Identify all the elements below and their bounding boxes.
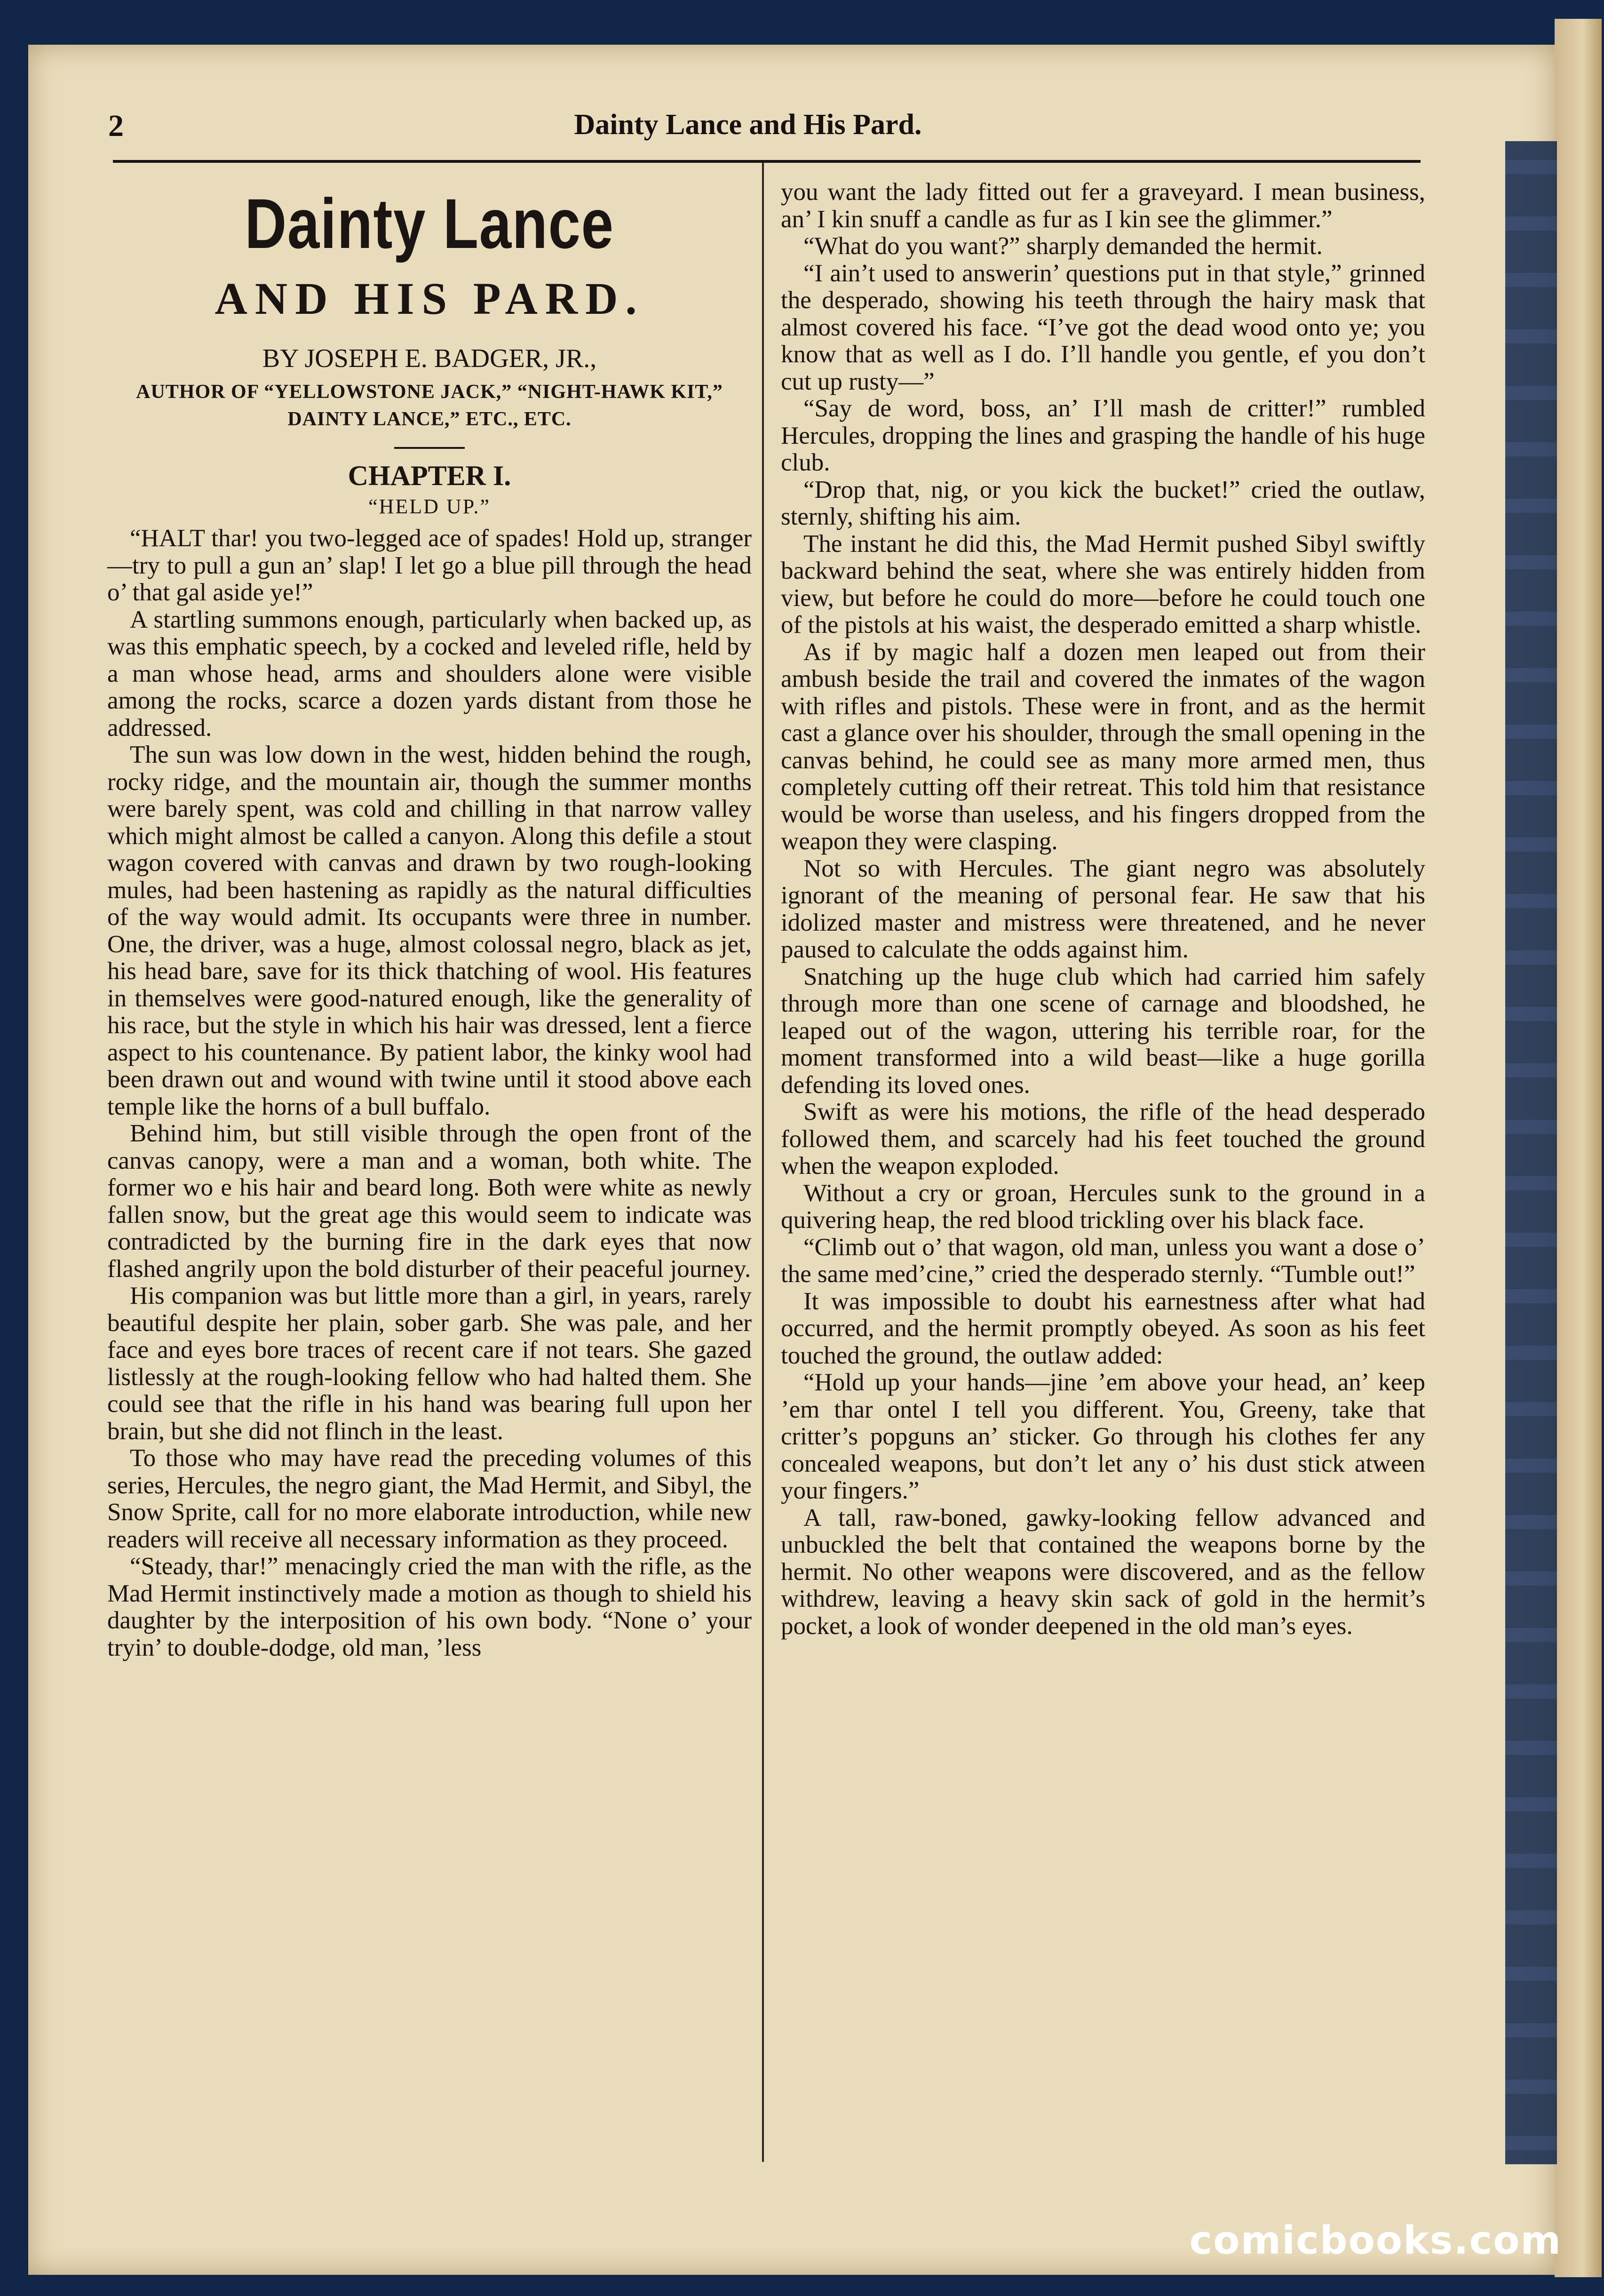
paragraph: “What do you want?” sharply demanded the hermit. [803,232,1323,260]
paragraph: “Hold up your hands—jine ’em above your head, an’ keep ’em thar ontel I tell you different. You, Greeny, take that critter’s popguns an’ sticker. Go through his clothes fer any concealed weapons, but don’t let any o’ his dust stick atween your fingers.” [781,1369,1425,1504]
paragraph: Without a cry or groan, Hercules sunk to the ground in a quivering heap, the red blood trickling over his black face. [781,1179,1425,1234]
paragraph: His companion was but little more than a girl, in years, rarely beautiful despite her plain, sober garb. She was pale, and her face and eyes bore traces of recent care if not tears. She gazed listlessly at the rough-looking fellow who had halted them. She could see that the rifle in his hand was bearing full upon her brain, but she did not flinch in the least. [107,1282,752,1445]
paragraph: The sun was low down in the west, hidden behind the rough, rocky ridge, and the mountain air, though the summer months were barely spent, was cold and chilling in that narrow valley which might almost be called a canyon. Along this defile a stout wagon covered with canvas and drawn by two rough-looking mules, had been hastening as rapidly as the natural difficulties of the way would admit. Its occupants were three in number. One, the driver, was a huge, almost colossal negro, black as jet, his head bare, save for its thick thatching of wool. His features in themselves were good-natured enough, like the generality of his race, but the style in which his hair was dressed, lent a fierce aspect to his countenance. By patient labor, the kinky wool had been drawn out and wound with twine until it stood above each temple like the horns of a bull buffalo. [107,741,752,1120]
paragraph: Not so with Hercules. The giant negro was absolutely ignorant of the meaning of personal fear. He saw that his idolized master and mistress were threatened, and he never paused to calculate the odds against him. [781,854,1425,963]
adjacent-page-edge [1555,19,1602,2277]
paragraph: Behind him, but still visible through the open front of the canvas canopy, were a man and a woman, both white. The former wo e his hair and beard long. Both were white as newly fallen snow, but the great age this would seem to indicate was contradicted by the burning fire in the dark eyes that now flashed angrily upon the bold disturber of their peaceful journey. [107,1120,752,1283]
paragraph: Swift as were his motions, the rifle of the head desperado followed them, and scarcely had his feet touched the ground when the weapon exploded. [781,1098,1425,1180]
paragraph: “Climb out o’ that wagon, old man, unless you want a dose o’ the same med’cine,” cried the desperado sternly. “Tumble out!” [781,1233,1425,1288]
paragraph: A startling summons enough, particularly when backed up, as was this emphatic speech, by a cocked and leveled rifle, held by a man whose head, arms and shoulders alone were visible among the rocks, scarce a dozen yards distant from those he addressed. [107,606,752,741]
chapter-rule [394,447,465,449]
running-title: Dainty Lance and His Pard. [574,109,922,141]
watermark: comicbooks.com [1189,2218,1562,2263]
right-column [781,179,1425,1640]
paragraph: It was impossible to doubt his earnestness after what had occurred, and the hermit promptly obeyed. As soon as his feet touched the ground, the outlaw added: [781,1287,1425,1369]
paragraph: The instant he did this, the Mad Hermit pushed Sibyl swiftly backward behind the seat, where she was entirely hidden from view, but before he could do more—before he could touch one of the pistols at his waist, the desperado emitted a sharp whistle. [781,530,1425,638]
paragraph: A tall, raw-boned, gawky-looking fellow advanced and unbuckled the belt that contained the weapons borne by the hermit. No other weapons were discovered, and as the fellow withdrew, leaving a heavy skin sack of gold in the hermit’s pocket, a look of wonder deepened in the old man’s eyes. [781,1504,1425,1640]
page-number: 2 [108,109,124,143]
chapter-title: “HELD UP.” [368,495,491,518]
paragraph: “I ain’t used to answerin’ questions put in that style,” grinned the desperado, showing his teeth through the hairy mask that almost covered his face. “I’ve got the dead wood onto ye; you know that as well as I do. I’ll handle you gentle, ef you don’t cut up rusty—” [781,259,1425,395]
story-subtitle: AND HIS PARD. [214,273,644,324]
paragraph: “Say de word, boss, an’ I’ll mash de critter!” rumbled Hercules, dropping the lines and grasping the handle of his huge club. [781,395,1425,476]
paragraph: To those who may have read the preceding volumes of this series, Hercules, the negro giant, the Mad Hermit, and Sibyl, the Snow Sprite, call for no more elaborate introduction, while new readers will receive all necessary information as they proceed. [107,1444,752,1553]
torn-page-edge [1505,141,1557,2164]
paragraph: you want the lady fitted out fer a graveyard. I mean business, an’ I kin snuff a candle as fur as I kin see the glimmer.” [781,178,1425,233]
page-header [75,99,1421,155]
story-title: Dainty Lance [245,184,614,263]
paragraph: “HALT thar! you two-legged ace of spades! Hold up, stranger—try to pull a gun an’ slap! I let go a blue pill through the head o’ that gal aside ye!” [107,525,752,606]
paragraph: Snatching up the huge club which had carried him safely through more than one scene of carnage and bloodshed, he leaped out of the wagon, uttering his terrible roar, for the moment transformed into a wild beast—like a huge gorilla defending its loved ones. [781,963,1425,1099]
paragraph: “Drop that, nig, or you kick the bucket!” cried the outlaw, sternly, shifting his aim. [781,476,1425,530]
header-rule [113,160,1421,163]
paragraph: “Steady, thar!” menacingly cried the man with the rifle, as the Mad Hermit instinctively made a motion as though to shield his daughter by the interposition of his own body. “None o’ your tryin’ to double-dodge, old man, ’less [107,1553,752,1661]
byline: BY JOSEPH E. BADGER, JR., [262,344,597,373]
column-divider [762,162,764,2162]
author-credits: AUTHOR OF “YELLOWSTONE JACK,” “NIGHT-HAWK KIT,” DAINTY LANCE,” ETC., ETC. [136,381,723,430]
paragraph: As if by magic half a dozen men leaped out from their ambush beside the trail and covered the inmates of the wagon with rifles and pistols. These were in front, and as the hermit cast a glance over his shoulder, through the small opening in the canvas behind, he could see as many more armed men, thus completely cutting off their retreat. This told him that resistance would be worse than useless, and his fingers dropped from the weapon they were clasping. [781,638,1425,855]
chapter-heading: CHAPTER I. [348,460,511,491]
left-column [107,183,752,1661]
